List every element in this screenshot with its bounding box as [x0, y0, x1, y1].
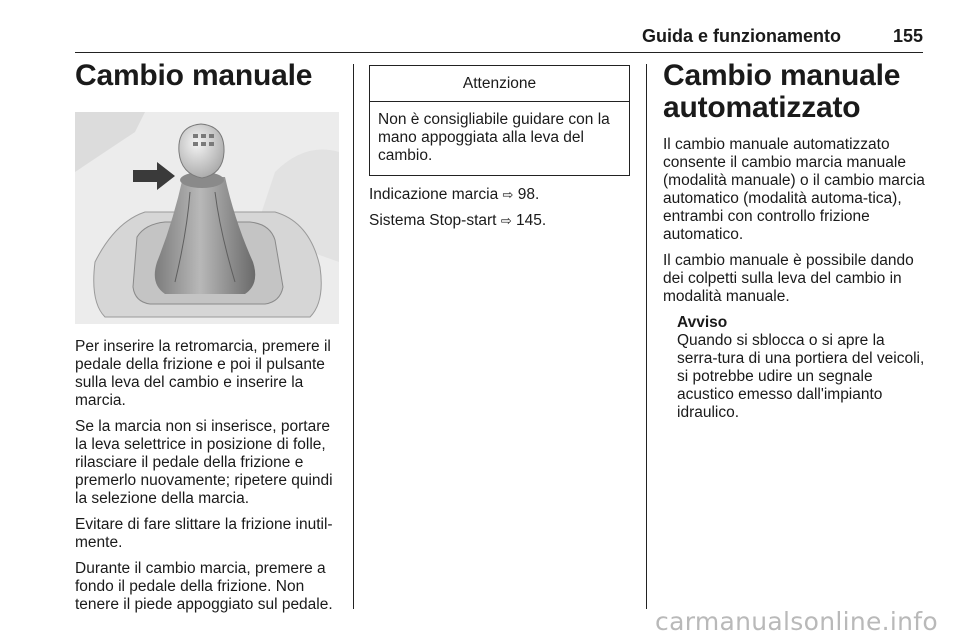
cross-reference[interactable]: [369, 212, 631, 230]
gear-lever-illustration: [75, 112, 339, 324]
column-manual-gearbox: [75, 60, 339, 622]
watermark: carmanualsonline.info: [655, 607, 938, 636]
heading-automated-gearbox: Cambio manuale automatizzato: [663, 59, 901, 124]
paragraph: Per inserire la retromarcia, premere il pedale della frizione e poi il pulsante sulla leva del cambio e inserire la marcia.: [75, 338, 331, 409]
reference-page: 98.: [517, 186, 540, 203]
column-divider: [353, 64, 354, 609]
paragraph: Se la marcia non si inserisce, portare la leva selettrice in posizione di folle, rilasciare il pedale della frizione e premerlo nuovamente; ripetere quindi la selezione della marcia.: [75, 418, 333, 507]
warning-box: [369, 65, 630, 176]
notice-block: [677, 314, 925, 422]
warning-text: Non è consigliabile guidare con la mano appoggiata alla leva del cambio.: [378, 111, 610, 164]
page-arrow-icon: ⇨: [500, 213, 512, 228]
page-number: 155: [892, 26, 923, 46]
paragraph: Evitare di fare slittare la frizione inutil-mente.: [75, 516, 333, 551]
reference-page: 145.: [516, 212, 547, 229]
column-divider: [646, 64, 647, 609]
page-arrow-icon: ⇨: [502, 187, 514, 202]
paragraph: Il cambio manuale è possibile dando dei colpetti sulla leva del cambio in modalità manuale.: [663, 252, 914, 305]
reference-label: Sistema Stop-start: [369, 212, 497, 229]
cross-reference[interactable]: [369, 186, 631, 204]
column-warning-refs: [369, 60, 631, 238]
reference-label: Indicazione marcia: [369, 186, 499, 203]
warning-title: Attenzione: [370, 66, 629, 102]
notice-text: Quando si sblocca o si apre la serra-tura di una portiera del veicoli, si potrebbe udire un segnale acustico emesso dall'impianto idraulico.: [677, 332, 925, 421]
page-header: [75, 26, 923, 53]
column-automated-gearbox: [663, 60, 925, 430]
heading-manual-gearbox: Cambio manuale: [75, 59, 313, 92]
gear-lever-drawing: [75, 112, 339, 324]
notice-title: Avviso: [677, 314, 728, 331]
paragraph: Durante il cambio marcia, premere a fondo il pedale della frizione. Non tenere il piede appoggiato sul pedale.: [75, 560, 333, 613]
section-title: Guida e funzionamento: [641, 26, 841, 46]
paragraph: Il cambio manuale automatizzato consente il cambio marcia manuale (modalità manuale) o il cambio marcia automatico (modalità automa-tica), entrambi con controllo frizione automatico.: [663, 136, 925, 243]
